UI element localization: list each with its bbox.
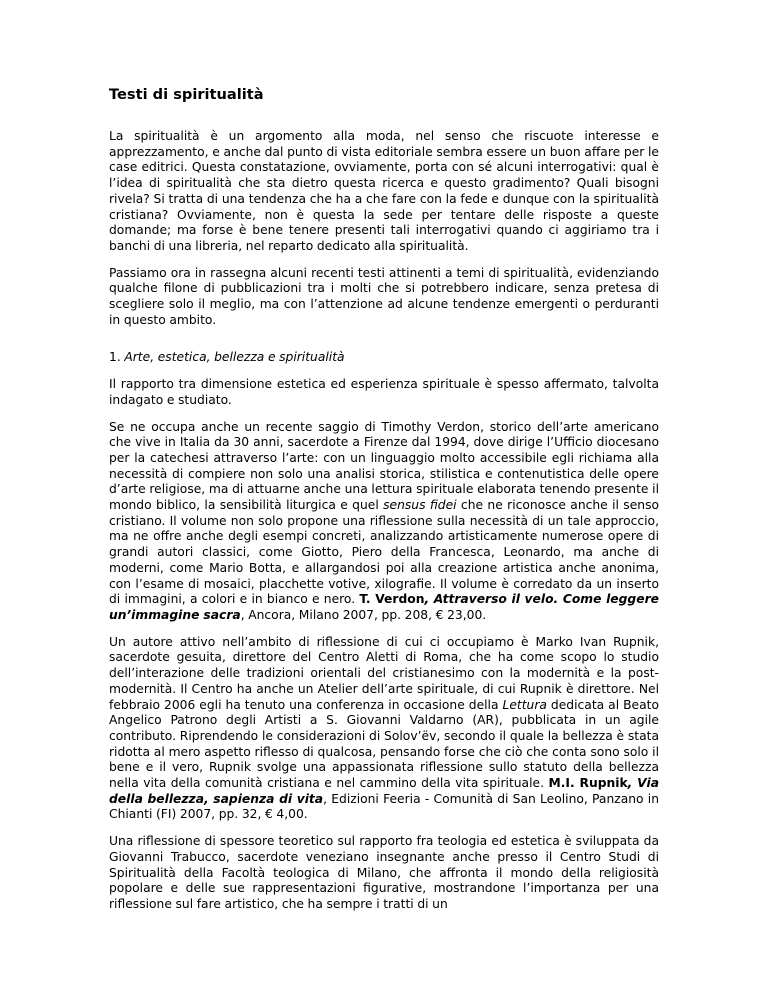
verdon-ref-author: T. Verdon [359, 592, 425, 607]
section-number: 1. [109, 350, 125, 365]
rupnik-ref-publisher: , Edizioni Feeria - Comunità di San Leolino, Panzano in Chianti (FI) 2007, pp. 32, € 4,00. [109, 791, 659, 822]
verdon-ref-publisher: , Ancora, Milano 2007, pp. 208, € 23,00. [240, 607, 487, 622]
section-heading [109, 350, 659, 366]
verdon-emphasis: sensus fidei [383, 498, 457, 513]
intro-paragraph-1: La spiritualità è un argomento alla moda, nel senso che riscuote interesse e apprezzamento, e anche dal punto di vista editoriale sembra essere un buon affare per le case editrici. Questa constatazione, ovviamente, porta con sé alcuni interrogativi: qual è l’idea di spiritualità che sta dietro questa ricerca e questo gradimento? Quali bisogni rivela? Si tratta di una tendenza che ha a che fare con la fede e dunque con la spiritualità cristiana? Ovviamente, non è questa la sede per tentare delle risposte a queste domande; ma forse è bene tenere presenti tali interrogativi quando ci aggiriamo tra i banchi di una libreria, nel reparto dedicato alla spiritualità. [109, 129, 659, 253]
section-title: Arte, estetica, bellezza e spiritualità [124, 350, 345, 365]
verdon-ref-title: , Attraverso il velo. Come leggere un’immagine sacra [109, 592, 659, 622]
rupnik-text-b: dedicata al Beato Angelico Patrono degli Artisti a S. Giovanni Valdarno (AR), pubblicata in un agile contributo. Riprendendo le considerazioni di Solov’ëv, secondo il quale la bellezza è stata ridotta al mero aspetto riflesso di qualcosa, pensando forse che ciò che conta sono solo il bene e il vero, Rupnik svolge una appassionata riflessione sullo statuto della bellezza nella vita della comunità cristiana e nel cammino della vita spirituale. [109, 697, 659, 791]
rupnik-ref-author: M.I. Rupnik [548, 776, 628, 791]
document-page [109, 86, 659, 924]
intro-paragraph-2: Passiamo ora in rassegna alcuni recenti testi attinenti a temi di spiritualità, evidenziando qualche filone di pubblicazioni tra i molti che si potrebbero indicare, senza pretesa di scegliere solo il meglio, ma con l’attenzione ad alcune tendenze emergenti o perduranti in questo ambito. [109, 265, 659, 327]
section-lead-paragraph: Il rapporto tra dimensione estetica ed esperienza spirituale è spesso affermato, talvolta indagato e studiato. [109, 377, 659, 407]
rupnik-paragraph [109, 635, 659, 823]
rupnik-ref-title: , Via della bellezza, sapienza di vita [109, 776, 659, 806]
document-title: Testi di spiritualità [109, 86, 264, 103]
verdon-text-b: che ne riconosce anche il senso cristiano. Il volume non solo propone una riflessione sulla necessità di un tale approccio, ma ne offre anche degli esempi concreti, analizzando artisticamente numerose opere di grandi autori classici, come Giotto, Piero della Francesca, Leonardo, ma anche di moderni, come Mario Botta, e allargandosi poi alla creazione artistica anche anonima, con l’esame di mosaici, placchette votive, xilografie. Il volume è corredato da un inserto di immagini, a colori e in bianco e nero. [109, 498, 659, 607]
trabucco-paragraph: Una riflessione di spessore teoretico sul rapporto fra teologia ed estetica è sviluppata da Giovanni Trabucco, sacerdote veneziano insegnante anche presso il Centro Studi di Spiritualità della Facoltà teologica di Milano, che affronta il mondo della religiosità popolare e delle sue rappresentazioni figurative, mostrandone l’importanza per una riflessione sul fare artistico, che ha sempre i tratti di un [109, 834, 659, 911]
verdon-paragraph [109, 420, 659, 624]
rupnik-emphasis: Lettura [502, 697, 547, 712]
rupnik-text-a: Un autore attivo nell’ambito di riflessione di cui ci occupiamo è Marko Ivan Rupnik, sacerdote gesuita, direttore del Centro Aletti di Roma, che ha come scopo lo studio dell’interazione delle tradizioni orientali del cristianesimo con la modernità e la post-modernità. Il Centro ha anche un Atelier dell’arte spirituale, di cui Rupnik è direttore. Nel febbraio 2006 egli ha tenuto una conferenza in occasione della [109, 634, 659, 712]
verdon-text-a: Se ne occupa anche un recente saggio di Timothy Verdon, storico dell’arte americano che vive in Italia da 30 anni, sacerdote a Firenze dal 1994, dove dirige l’Ufficio diocesano per la catechesi attraverso l’arte: con un linguaggio molto accessibile egli richiama alla necessità di compiere non solo una analisi storica, stilistica e contenutistica delle opere d’arte religiose, ma di attuarne anche una lettura spirituale elaborata tenendo presente il mondo biblico, la sensibilità liturgica e quel [109, 419, 659, 513]
